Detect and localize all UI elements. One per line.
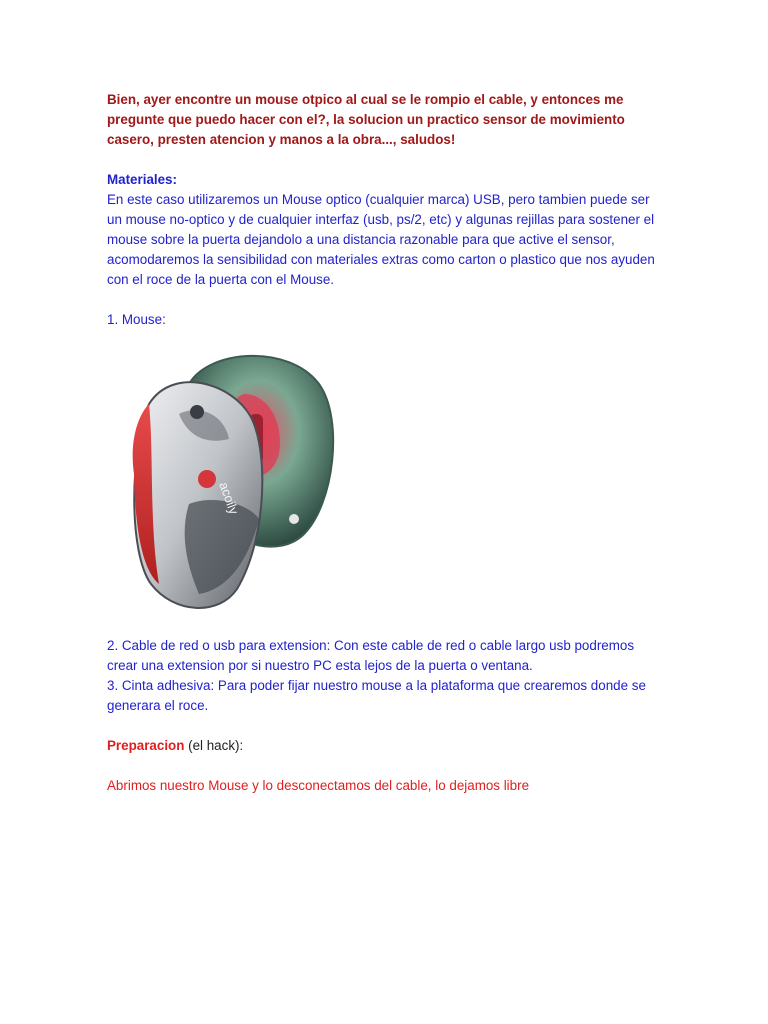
grey-mouse-shape <box>133 382 263 608</box>
preparation-title: Preparacion <box>107 738 185 753</box>
intro-paragraph: Bien, ayer encontre un mouse otpico al cual se le rompio el cable, y entonces me pregunte que puedo hacer con el?, la solucion un practico sensor de movimiento casero, presten atencion y manos a la obra..., saludos! <box>107 92 625 147</box>
item-tape: 3. Cinta adhesiva: Para poder fijar nuestro mouse a la plataforma que crearemos donde se generara el roce. <box>107 678 646 713</box>
preparation-step: Abrimos nuestro Mouse y lo desconectamos del cable, lo dejamos libre <box>107 778 530 793</box>
preparation-heading <box>107 736 667 756</box>
preparation-suffix: (el hack): <box>184 738 244 753</box>
materials-heading: Materiales: <box>107 172 177 187</box>
item-cable: 2. Cable de red o usb para extension: Con este cable de red o cable largo usb podremos crear una extension por si nuestro PC esta lejos de la puerta o ventana. <box>107 638 635 673</box>
materials-paragraph: En este caso utilizaremos un Mouse optico (cualquier marca) USB, pero tambien puede ser un mouse no-optico y de cualquier interfaz (usb, ps/2, etc) y algunas rejillas para sostener el mouse sobre la puerta dejandolo a una distancia razonable para que active el sensor, acomodaremos la sensibilidad con materiales extras como carton o plastico que nos ayuden con el roce de la puerta con el Mouse. <box>107 192 655 287</box>
mouse-logo: acoily <box>216 479 242 517</box>
item-mouse: 1. Mouse: <box>107 312 166 327</box>
document-page <box>107 90 667 796</box>
mouse-image <box>119 344 359 624</box>
